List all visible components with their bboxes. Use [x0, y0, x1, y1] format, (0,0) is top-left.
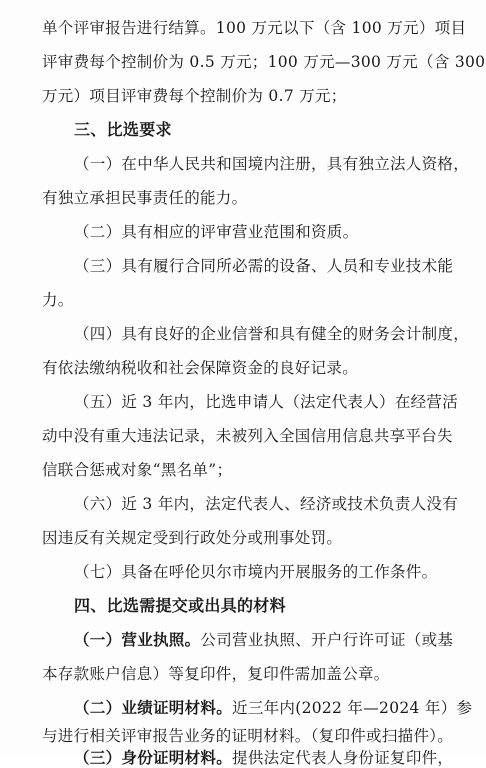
- text-line: （七）具备在呼伦贝尔市境内开展服务的工作条件。: [74, 563, 438, 581]
- text-line: （一）在中华人民共和国境内注册，具有独立法人资格，: [74, 155, 470, 173]
- text-span: 公司营业执照、开户行许可证（或基: [200, 631, 454, 649]
- text-line: 信联合惩戒对象“黑名单”；: [42, 461, 233, 479]
- text-line: （六）近 3 年内，法定代表人、经济或技术负责人没有: [74, 495, 459, 513]
- text-line: （五）近 3 年内，比选申请人（法定代表人）在经营活: [74, 393, 459, 411]
- text-line: 力。: [42, 291, 74, 309]
- text-span: 近三年内(2022 年—2024 年）参: [232, 699, 473, 717]
- text-line: 本存款账户信息）等复印件，复印件需加盖公章。: [42, 665, 390, 683]
- text-line: 评审费每个控制价为 0.5 万元；100 万元—300 万元（含 300: [42, 53, 486, 71]
- text-line: 有依法缴纳税收和社会保障资金的良好记录。: [42, 359, 359, 377]
- text-line: [74, 630, 453, 650]
- text-line: 万元）项目评审费每个控制价为 0.7 万元；: [42, 87, 347, 105]
- text-line: （四）具有良好的企业信誉和具有健全的财务会计制度，: [74, 325, 470, 343]
- bold-label: （三）身份证明材料。: [74, 748, 233, 767]
- text-line: （二）具有相应的评审营业范围和资质。: [74, 223, 359, 241]
- section-heading: 四、比选需提交或出具的材料: [74, 596, 286, 615]
- text-line: 动中没有重大违法记录，未被列入全国信用信息共享平台失: [42, 427, 453, 445]
- text-line: [74, 698, 472, 718]
- text-line: [74, 748, 453, 768]
- text-line: 单个评审报告进行结算。100 万元以下（含 100 万元）项目: [42, 19, 467, 37]
- bold-label: （一）营业执照。: [74, 630, 201, 649]
- text-line: （三）具有履行合同所必需的设备、人员和专业技术能: [74, 257, 454, 275]
- text-line: 因违反有关规定受到行政处分或刑事处罚。: [42, 529, 343, 547]
- text-span: 提供法定代表人身份证复印件，: [232, 749, 454, 767]
- text-line: 与进行相关评审报告业务的证明材料。（复印件或扫描件）。: [42, 727, 454, 745]
- section-heading: 三、比选要求: [74, 120, 172, 139]
- text-line: 有独立承担民事责任的能力。: [42, 189, 248, 207]
- bold-label: （二）业绩证明材料。: [74, 698, 233, 717]
